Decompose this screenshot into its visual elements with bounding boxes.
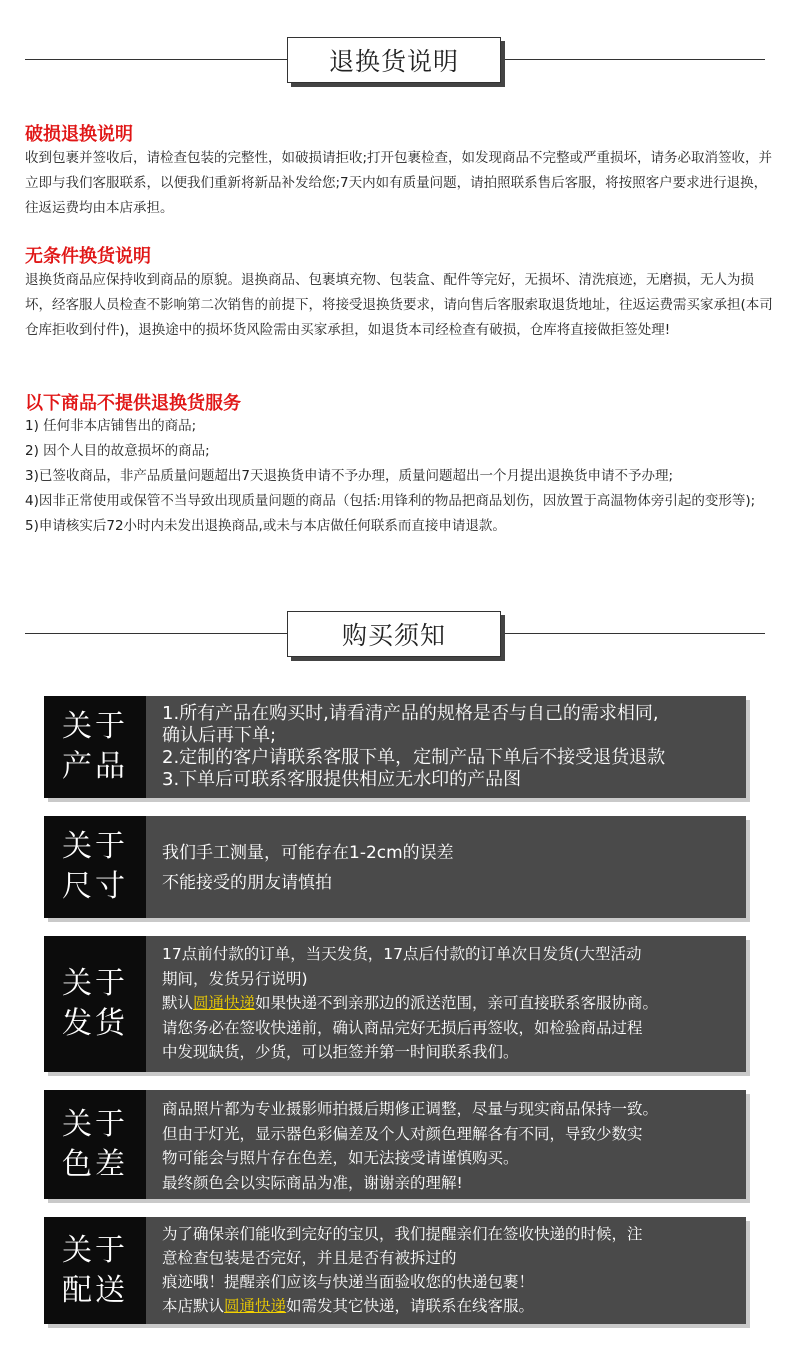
card-line: 不能接受的朋友请慎拍 xyxy=(162,873,332,893)
card-label xyxy=(44,696,146,798)
card-label-line1: 关于 xyxy=(62,1106,128,1142)
card-shipping xyxy=(44,936,746,1072)
card-line: 请您务必在签收快递前，确认商品完好无损后再签收，如检验商品过程 xyxy=(162,1018,643,1037)
courier-highlight: 圆通快递 xyxy=(224,1297,287,1315)
card-line: 意检查包装是否完好，并且是否有被拆过的 xyxy=(162,1249,457,1267)
list-item: 1) 任何非本店铺售出的商品; xyxy=(25,418,197,434)
card-label-line2: 发货 xyxy=(62,1006,128,1041)
card-label-line2: 配送 xyxy=(62,1272,128,1308)
card-label xyxy=(44,1090,146,1199)
list-item: 2) 因个人目的故意损坏的商品; xyxy=(25,443,210,459)
section-title-no-return: 以下商品不提供退换货服务 xyxy=(25,393,241,414)
card-label-line2: 色差 xyxy=(62,1146,128,1182)
section-body-exchange: 退换货商品应保持收到商品的原貌。退换商品、包裹填充物、包装盒、配件等完好，无损坏、清洗痕迹，无磨损，无人为损坏，经客服人员检查不影响第二次销售的前提下，将接受退换货要求，请向售后客服索取退货地址，往返运费需买家承担(本司仓库拒收到付件)，退换途中的损坏货风险需由买家承担，如退货本司经检查有破损，仓库将直接做拒签处理! xyxy=(25,272,773,338)
card-line-highlight xyxy=(162,991,738,1016)
card-label xyxy=(44,936,146,1072)
section-title-damage: 破损退换说明 xyxy=(25,124,133,145)
card-label xyxy=(44,816,146,918)
card-line: 1.所有产品在购买时,请看清产品的规格是否与自己的需求相同, xyxy=(162,703,659,724)
card-text xyxy=(162,942,738,1065)
card-text xyxy=(162,703,738,791)
card-color xyxy=(44,1090,746,1199)
header-title: 购买须知 xyxy=(287,611,501,657)
card-size xyxy=(44,816,746,918)
card-label-line1: 关于 xyxy=(62,966,128,1001)
card-line: 17点前付款的订单，当天发货，17点后付款的订单次日发货(大型活动 xyxy=(162,945,642,963)
card-delivery xyxy=(44,1217,746,1324)
text-suffix: 如需发其它快递，请联系在线客服。 xyxy=(286,1297,535,1315)
text-suffix: 如果快递不到亲那边的派送范围，亲可直接联系客服协商。 xyxy=(255,994,659,1012)
card-label xyxy=(44,1217,146,1324)
text-prefix: 默认 xyxy=(162,994,194,1012)
card-text xyxy=(162,1097,738,1195)
card-line: 期间，发货另行说明) xyxy=(162,969,308,988)
list-item: 3)已签收商品，非产品质量问题超出7天退换货申请不予办理，质量问题超出一个月提出退换货申请不予办理; xyxy=(25,468,673,484)
card-line: 2.定制的客户请联系客服下单，定制产品下单后不接受退货退款 xyxy=(162,747,666,768)
card-line: 但由于灯光，显示器色彩偏差及个人对颜色理解各有不同，导致少数实 xyxy=(162,1124,643,1143)
list-item: 4)因非正常使用或保管不当导致出现质量问题的商品（包括:用锋利的物品把商品划伤，因放置于高温物体旁引起的变形等); xyxy=(25,493,756,509)
card-text xyxy=(162,838,738,898)
card-line: 痕迹哦！提醒亲们应该与快递当面验收您的快递包裹！ xyxy=(162,1273,535,1291)
card-label-line2: 尺寸 xyxy=(62,869,128,904)
card-label-line1: 关于 xyxy=(62,709,128,744)
card-line: 商品照片都为专业摄影师拍摄后期修正调整，尽量与现实商品保持一致。 xyxy=(162,1100,659,1118)
card-line: 最终颜色会以实际商品为准，谢谢亲的理解! xyxy=(162,1173,463,1192)
text-prefix: 本店默认 xyxy=(162,1297,225,1315)
header-title: 退换货说明 xyxy=(287,37,501,83)
card-line: 我们手工测量，可能存在1-2cm的误差 xyxy=(162,843,454,863)
card-line: 为了确保亲们能收到完好的宝贝，我们提醒亲们在签收快递的时候，注 xyxy=(162,1225,643,1243)
card-line-highlight xyxy=(162,1294,738,1318)
card-label-line2: 产品 xyxy=(62,749,128,784)
card-label-line1: 关于 xyxy=(62,1232,128,1268)
section-body-damage: 收到包裹并签收后，请检查包装的完整性，如破损请拒收;打开包裹检查，如发现商品不完整或严重损坏，请务必取消签收，并立即与我们客服联系，以便我们重新将新品补发给您;7天内如有质量问题，请拍照联系售后客服，将按照客户要求进行退换，往返运费均由本店承担。 xyxy=(25,150,773,216)
section-header-returns xyxy=(25,35,765,85)
card-line: 确认后再下单; xyxy=(162,725,277,746)
card-label-line1: 关于 xyxy=(62,829,128,864)
section-title-exchange: 无条件换货说明 xyxy=(25,246,151,267)
card-text xyxy=(162,1222,738,1318)
no-return-list xyxy=(25,414,775,539)
card-line: 3.下单后可联系客服提供相应无水印的产品图 xyxy=(162,769,522,790)
section-header-purchase xyxy=(25,609,765,659)
courier-highlight: 圆通快递 xyxy=(193,994,256,1012)
card-line: 中发现缺货，少货，可以拒签并第一时间联系我们。 xyxy=(162,1043,519,1061)
card-line: 物可能会与照片存在色差，如无法接受请谨慎购买。 xyxy=(162,1149,519,1167)
card-product xyxy=(44,696,746,798)
list-item: 5)申请核实后72小时内未发出退换商品,或未与本店做任何联系而直接申请退款。 xyxy=(25,518,506,534)
